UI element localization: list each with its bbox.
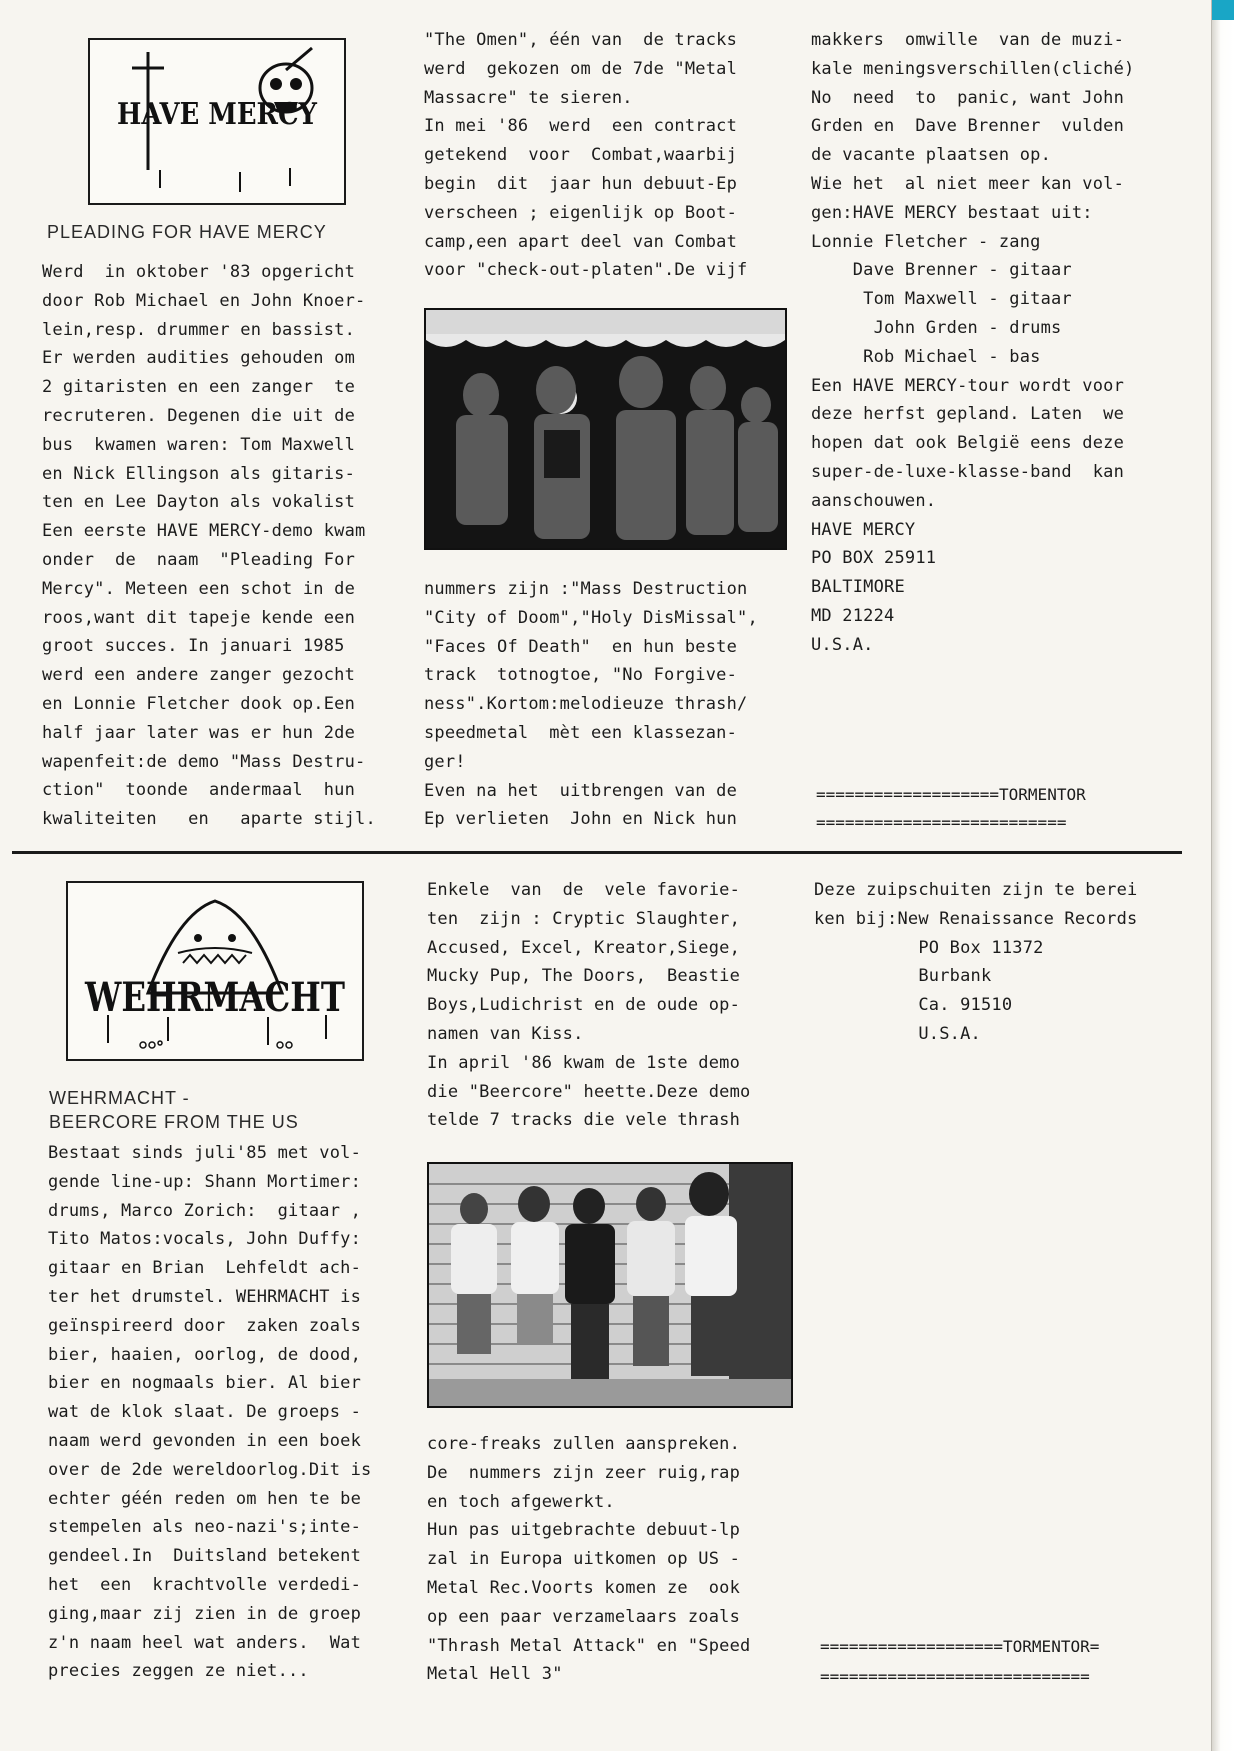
- article2-column-1: [48, 1139, 371, 1686]
- wehrmacht-logo-text: WEHRMACHT: [84, 974, 346, 1021]
- have-mercy-photo-art: [426, 310, 785, 548]
- article1-heading: PLEADING FOR HAVE MERCY: [47, 222, 327, 242]
- article2-heading: WEHRMACHT - BEERCORE FROM THE US: [49, 1088, 299, 1132]
- article1-column-1: [42, 258, 376, 834]
- article2-column-2: [427, 876, 750, 1135]
- article2-column-3-text: Deze zuipschuiten zijn te berei ken bij:New Renaissance Records PO Box 11372 Burbank Ca. 91510 U.S.A.: [814, 880, 1138, 1044]
- article2-column-2-bottom-text: core-freaks zullen aanspreken. De nummers zijn zeer ruig,rap en toch afgewerkt. Hun pas uitgebrachte debuut-lp zal in Europa uitkomen op US - Metal Rec.Voorts komen ze ook op een paar verzamelaars zoals "Thrash Metal Attack" en "Speed Metal Hell 3": [427, 1434, 751, 1685]
- article1-column-2-bottom-text: nummers zijn :"Mass Destruction "City of Doom","Holy DisMissal", "Faces Of Death" en hun beste track totnogtoe, "No Forgive- ness".Kortom:melodieuze thrash/ speedmetal mèt een klassezan- ger! Even na het uitbrengen van de Ep verlieten John en Nick hun: [424, 579, 758, 830]
- wehrmacht-logo-art: [68, 883, 362, 1059]
- article1-column-2: [424, 26, 747, 285]
- page-edge: [1211, 0, 1234, 1751]
- wehrmacht-photo-art: [429, 1164, 791, 1406]
- article1-rule-line: ==========================: [816, 813, 1067, 832]
- article1-column-2-top-text: "The Omen", één van de tracks werd gekozen om de 7de "Metal Massacre" te sieren. In mei '86 werd een contract getekend voor Combat,waarbij begin dit jaar hun debuut-Ep verscheen ; eigenlijk op Boot- camp,een apart deel van Combat voor "check-out-platen".De vijf: [424, 30, 748, 281]
- article2-column-2-continued: [427, 1430, 750, 1689]
- article1-column-3: [811, 26, 1134, 660]
- article1-signoff: ===================TORMENTOR: [816, 785, 1086, 804]
- corner-tab: [1212, 0, 1234, 20]
- article2-signoff: ===================TORMENTOR=: [820, 1637, 1100, 1656]
- have-mercy-logo-line1: HAVE MERCY: [117, 97, 318, 132]
- have-mercy-logo-art: [90, 40, 344, 203]
- article2-rule-line: ============================: [820, 1667, 1090, 1686]
- have-mercy-logo: [88, 38, 346, 205]
- wehrmacht-band-photo: [427, 1162, 793, 1408]
- have-mercy-band-photo: [424, 308, 787, 550]
- article2-column-2-top-text: Enkele van de vele favorie- ten zijn : Cryptic Slaughter, Accused, Excel, Kreator,Siege, Mucky Pup, The Doors, Beastie Boys,Ludichrist en de oude op- namen van Kiss. In april '86 kwam de 1ste demo die "Beercore" heette.Deze demo telde 7 tracks die vele thrash: [427, 880, 751, 1131]
- article2-column-1-text: Bestaat sinds juli'85 met vol- gende line-up: Shann Mortimer: drums, Marco Zorich: gitaar , Tito Matos:vocals, John Duffy: gitaar en Brian Lehfeldt ach- ter het drumstel. WEHRMACHT is geïnspireerd door zaken zoals bier, haaien, oorlog, de dood, bier en nogmaals bier. Al bier wat de klok slaat. De groeps - naam werd gevonden in een boek over de 2de wereldoorlog.Dit is echter géén reden om hen te be stempelen als neo-nazi's;inte- gendeel.In Duitsland betekent het een krachtvolle verdedi- ging,maar zij zien in de groep z'n naam heel wat anders. Wat precies zeggen ze niet...: [48, 1143, 372, 1682]
- article2-column-3: [814, 876, 1137, 1049]
- article1-column-3-text: makkers omwille van de muzi- kale meningsverschillen(cliché) No need to panic, want John Grden en Dave Brenner vulden de vacante plaatsen op. Wie het al niet meer kan vol- gen:HAVE MERCY bestaat uit: Lonnie Fletcher - zang Dave Brenner - gitaar Tom Maxwell - gitaar John Grden - drums Rob Michael - bas Een HAVE MERCY-tour wordt voor deze herfst gepland. Laten we hopen dat ook België eens deze super-de-luxe-klasse-band kan aanschouwen. HAVE MERCY PO BOX 25911 BALTIMORE MD 21224 U.S.A.: [811, 30, 1135, 655]
- section-divider: [12, 851, 1182, 854]
- wehrmacht-logo: [66, 881, 364, 1061]
- article1-column-2-continued: [424, 575, 758, 834]
- article1-column-1-text: Werd in oktober '83 opgericht door Rob Michael en John Knoer- lein,resp. drummer en bassist. Er werden audities gehouden om 2 gitaristen en een zanger te recruteren. Degenen die uit de bus kwamen waren: Tom Maxwell en Nick Ellingson als gitaris- ten en Lee Dayton als vokalist Een eerste HAVE MERCY-demo kwam onder de naam "Pleading For Mercy". Meteen een schot in de roos,want dit tapeje kende een groot succes. In januari 1985 werd een andere zanger gezocht en Lonnie Fletcher dook op.Een half jaar later was er hun 2de wapenfeit:de demo "Mass Destru- ction" toonde andermaal hun kwaliteiten en aparte stijl.: [42, 262, 376, 830]
